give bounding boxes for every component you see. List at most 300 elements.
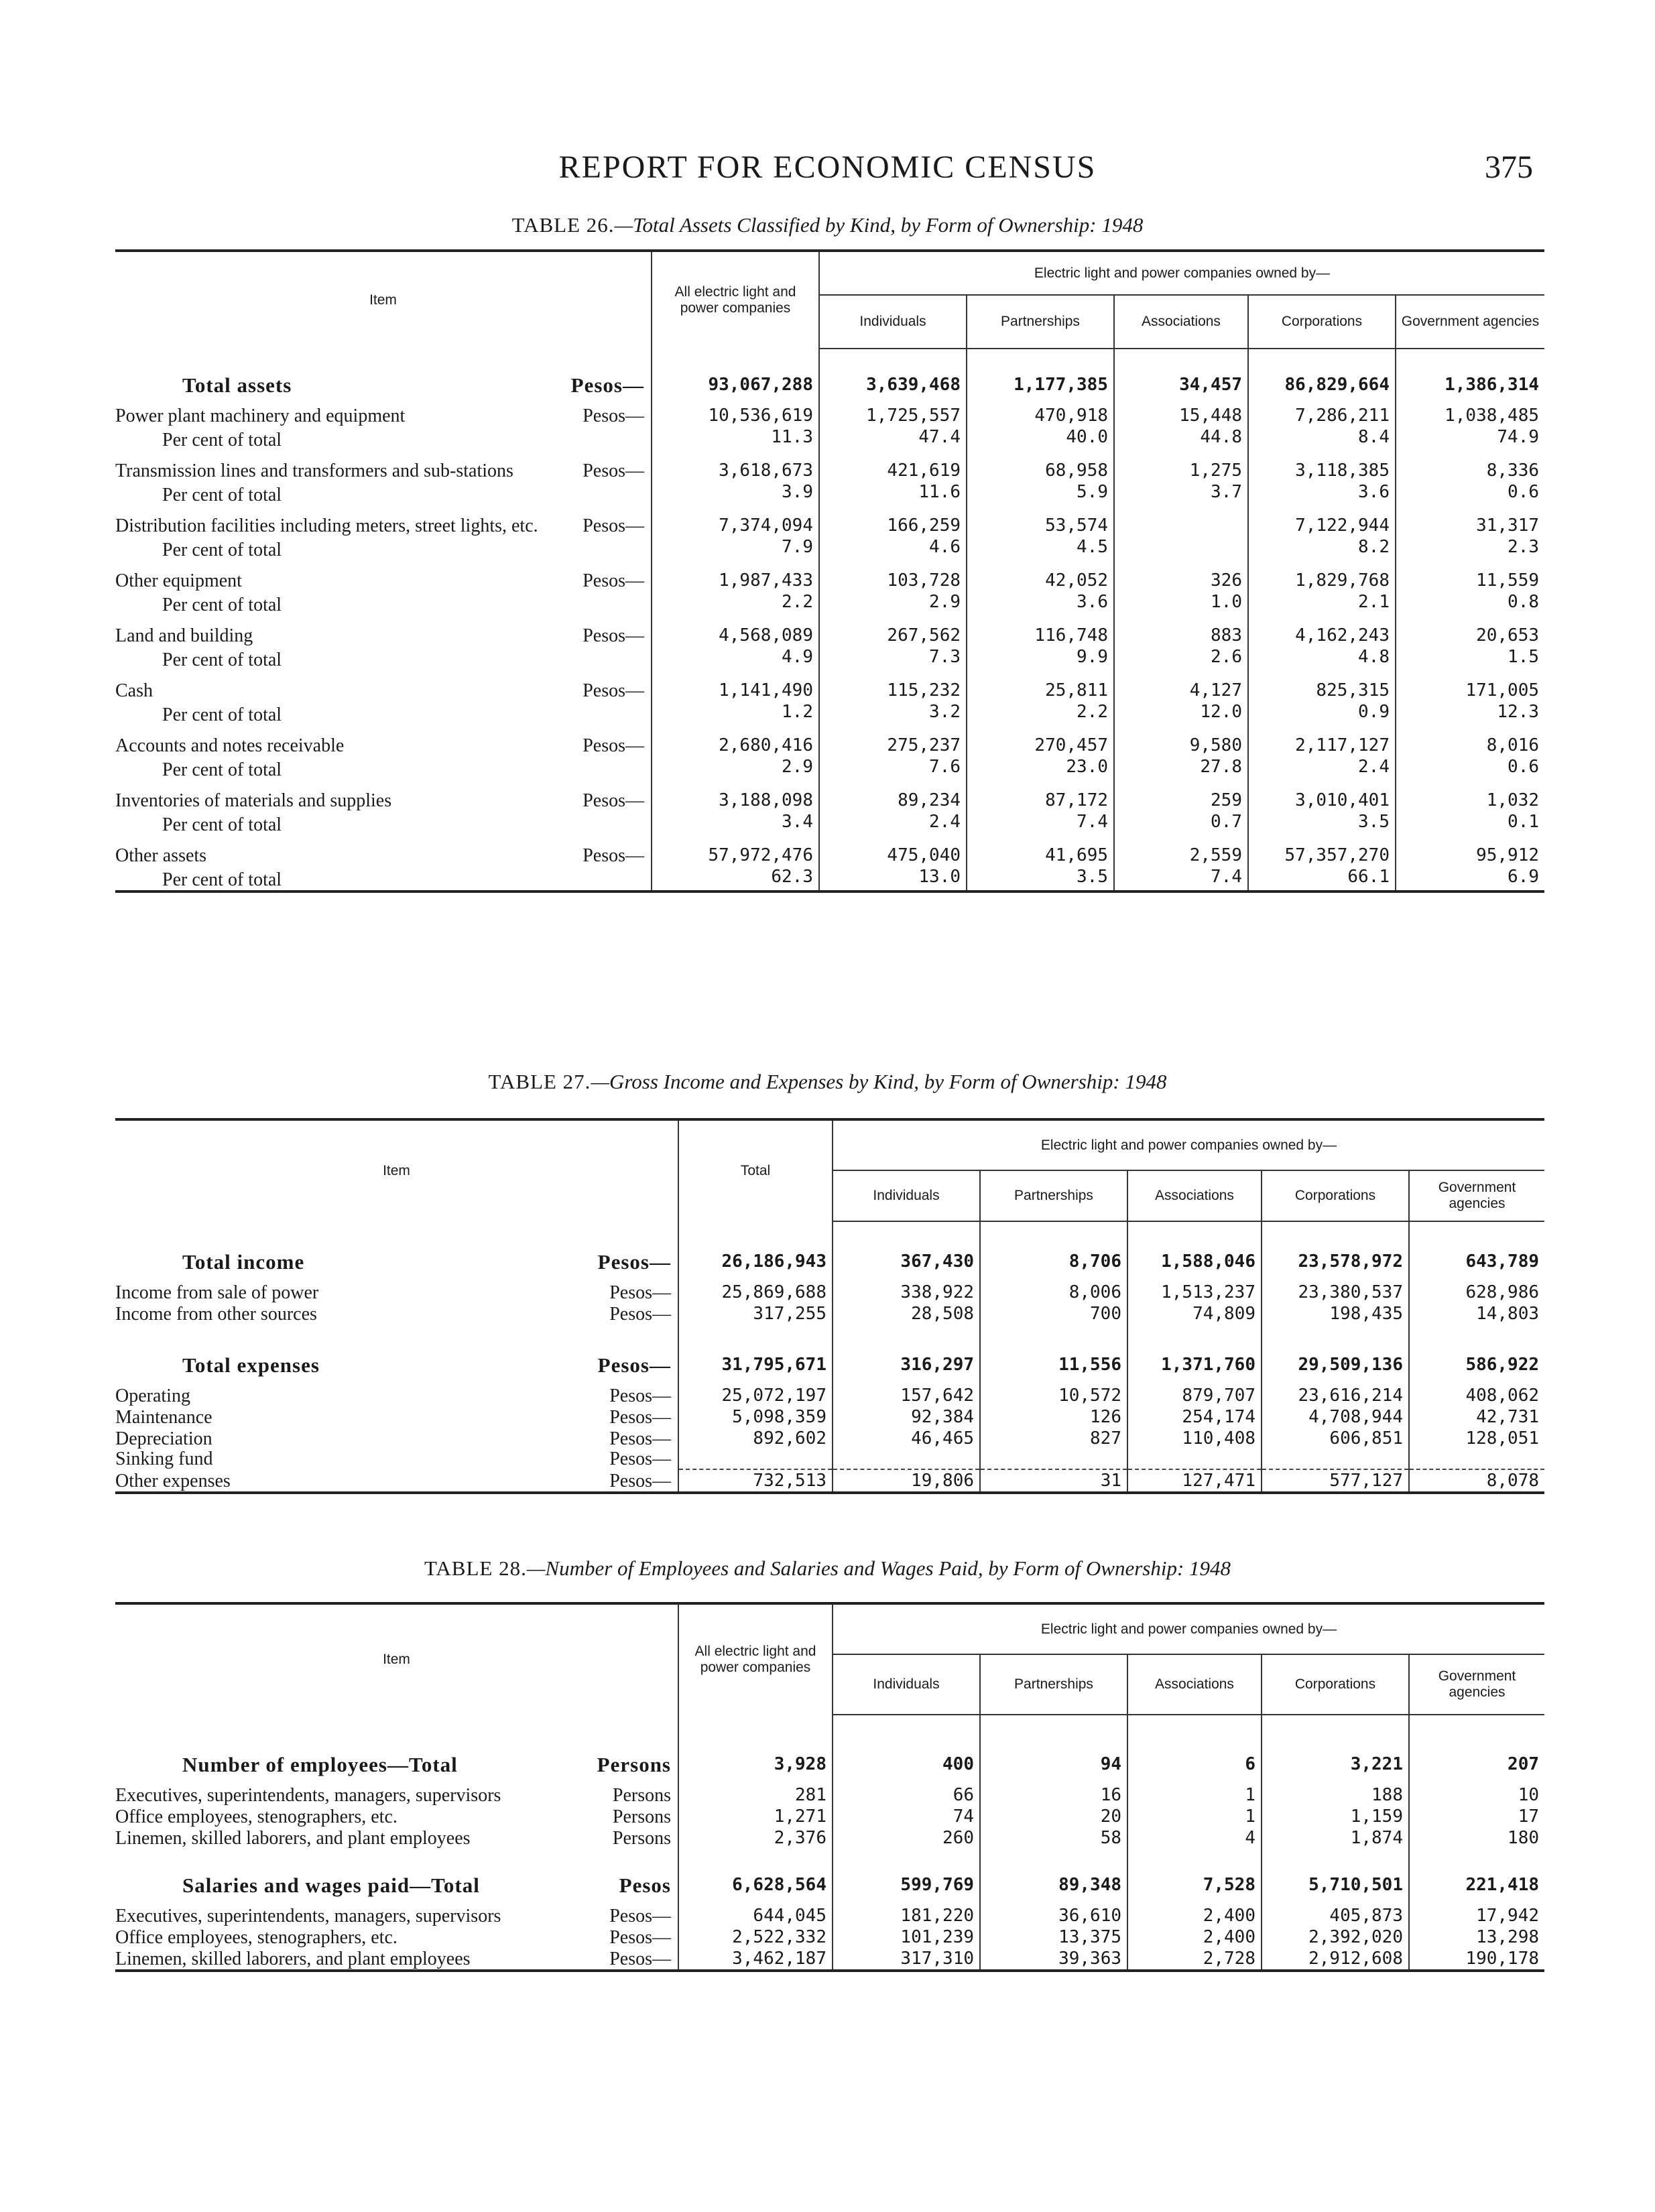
table-row bbox=[115, 1896, 1544, 1926]
table-cell: 11.3 bbox=[652, 426, 819, 450]
table-cell: 4,162,243 bbox=[1248, 615, 1396, 646]
table-cell: 92,384 bbox=[833, 1406, 980, 1428]
table-cell: 19,806 bbox=[833, 1469, 980, 1493]
table27-col-header: Associations bbox=[1127, 1170, 1262, 1221]
table-cell: 11,556 bbox=[980, 1325, 1127, 1375]
table-cell: 89,348 bbox=[980, 1849, 1127, 1896]
table-cell: 20,653 bbox=[1396, 615, 1544, 646]
table-cell: 3,010,401 bbox=[1248, 780, 1396, 811]
table-cell: 879,707 bbox=[1127, 1375, 1262, 1406]
table-cell: 9.9 bbox=[967, 646, 1114, 670]
row-unit: Pesos— bbox=[609, 1449, 671, 1469]
table-cell: 628,986 bbox=[1409, 1272, 1544, 1303]
table-cell: 2,728 bbox=[1127, 1948, 1262, 1971]
table-cell: 281 bbox=[678, 1775, 833, 1806]
table28-caption bbox=[0, 1556, 1655, 1581]
table-cell: 66.1 bbox=[1248, 866, 1396, 892]
row-label bbox=[115, 866, 652, 892]
page-number: 375 bbox=[1485, 149, 1533, 185]
row-label-text: Income from other sources bbox=[115, 1304, 317, 1325]
table-cell: 892,602 bbox=[678, 1428, 833, 1449]
row-label-text: Other expenses bbox=[115, 1471, 231, 1491]
row-unit: Pesos— bbox=[609, 1906, 671, 1926]
table-cell: 31,795,671 bbox=[678, 1325, 833, 1375]
table-cell: 93,067,288 bbox=[652, 349, 819, 395]
table26-title: —Total Assets Classified by Kind, by Form of Ownership: 1948 bbox=[614, 213, 1144, 237]
table-cell bbox=[1114, 536, 1248, 560]
table-cell: 20 bbox=[980, 1806, 1127, 1827]
table-cell: 127,471 bbox=[1127, 1469, 1262, 1493]
table-cell: 7,374,094 bbox=[652, 505, 819, 536]
table-row bbox=[115, 426, 1544, 450]
table-cell: 1,371,760 bbox=[1127, 1325, 1262, 1375]
table-row bbox=[115, 395, 1544, 426]
table-cell: 23.0 bbox=[967, 756, 1114, 780]
table-cell: 2.9 bbox=[819, 591, 967, 615]
table-row bbox=[115, 670, 1544, 701]
table-cell: 0.9 bbox=[1248, 701, 1396, 725]
row-label-text: Per cent of total bbox=[162, 704, 282, 725]
row-label-text: Cash bbox=[115, 680, 153, 701]
table-cell: 2,117,127 bbox=[1248, 725, 1396, 756]
table-cell: 827 bbox=[980, 1428, 1127, 1449]
table-cell: 25,869,688 bbox=[678, 1272, 833, 1303]
row-label-text: Office employees, stenographers, etc. bbox=[115, 1927, 397, 1948]
table-cell: 58 bbox=[980, 1827, 1127, 1849]
table-cell: 1.2 bbox=[652, 701, 819, 725]
table-cell: 2.4 bbox=[819, 811, 967, 835]
table-cell: 606,851 bbox=[1262, 1428, 1409, 1449]
table-cell: 181,220 bbox=[833, 1896, 980, 1926]
table-row bbox=[115, 1428, 1544, 1449]
row-unit: Pesos— bbox=[609, 1471, 671, 1491]
table-cell: 275,237 bbox=[819, 725, 967, 756]
table28-col-header: Partnerships bbox=[980, 1654, 1127, 1715]
table26-item-header: Item bbox=[369, 292, 397, 308]
table-cell: 42,052 bbox=[967, 560, 1114, 591]
table-cell: 1,271 bbox=[678, 1806, 833, 1827]
table-cell: 3,928 bbox=[678, 1715, 833, 1775]
table-row bbox=[115, 536, 1544, 560]
table-cell: 1,588,046 bbox=[1127, 1221, 1262, 1272]
table-cell: 0.6 bbox=[1396, 756, 1544, 780]
row-unit: Pesos— bbox=[609, 1282, 671, 1303]
table-cell: 7.9 bbox=[652, 536, 819, 560]
table-cell: 4.5 bbox=[967, 536, 1114, 560]
table-cell: 7,286,211 bbox=[1248, 395, 1396, 426]
row-unit: Pesos— bbox=[609, 1927, 671, 1948]
row-unit: Pesos— bbox=[583, 845, 644, 866]
table-cell: 8.2 bbox=[1248, 536, 1396, 560]
table-cell: 0.7 bbox=[1114, 811, 1248, 835]
table-cell: 1,275 bbox=[1114, 450, 1248, 481]
table26-group-header: Electric light and power companies owned by— bbox=[819, 251, 1544, 295]
row-label bbox=[115, 1325, 678, 1375]
row-label bbox=[115, 1406, 678, 1428]
table-row bbox=[115, 1849, 1544, 1896]
table-cell: 0.6 bbox=[1396, 481, 1544, 505]
row-label-text: Maintenance bbox=[115, 1407, 212, 1428]
table-row bbox=[115, 481, 1544, 505]
table-row bbox=[115, 725, 1544, 756]
table-cell: 577,127 bbox=[1262, 1469, 1409, 1493]
table-cell: 13,375 bbox=[980, 1926, 1127, 1948]
table-cell: 47.4 bbox=[819, 426, 967, 450]
table-cell: 41,695 bbox=[967, 835, 1114, 866]
table-cell: 157,642 bbox=[833, 1375, 980, 1406]
table-cell: 8,016 bbox=[1396, 725, 1544, 756]
table-cell: 326 bbox=[1114, 560, 1248, 591]
table-cell: 94 bbox=[980, 1715, 1127, 1775]
table-cell: 1,513,237 bbox=[1127, 1272, 1262, 1303]
table-row bbox=[115, 701, 1544, 725]
table-cell: 2.4 bbox=[1248, 756, 1396, 780]
table-cell: 128,051 bbox=[1409, 1428, 1544, 1449]
table27-col-header: Partnerships bbox=[980, 1170, 1127, 1221]
table-row bbox=[115, 1715, 1544, 1775]
table-cell: 400 bbox=[833, 1715, 980, 1775]
row-label-text: Executives, superintendents, managers, supervisors bbox=[115, 1785, 501, 1806]
table-cell: 166,259 bbox=[819, 505, 967, 536]
table-row bbox=[115, 1827, 1544, 1849]
table-cell: 732,513 bbox=[678, 1469, 833, 1493]
row-label bbox=[115, 701, 652, 725]
table-cell: 3,462,187 bbox=[678, 1948, 833, 1971]
table-cell: 11.6 bbox=[819, 481, 967, 505]
table-cell: 3.4 bbox=[652, 811, 819, 835]
row-unit: Pesos— bbox=[609, 1304, 671, 1325]
table-cell: 1,141,490 bbox=[652, 670, 819, 701]
row-label bbox=[115, 560, 652, 591]
row-label bbox=[115, 1272, 678, 1303]
table-cell: 2,392,020 bbox=[1262, 1926, 1409, 1948]
table-cell: 10,572 bbox=[980, 1375, 1127, 1406]
row-label bbox=[115, 505, 652, 536]
table-cell: 2,400 bbox=[1127, 1896, 1262, 1926]
row-label-text: Depreciation bbox=[115, 1428, 212, 1449]
table27-col-header: Corporations bbox=[1262, 1170, 1409, 1221]
table-cell: 2.2 bbox=[967, 701, 1114, 725]
row-label-text: Per cent of total bbox=[162, 759, 282, 780]
row-label-text: Land and building bbox=[115, 625, 253, 646]
table-row bbox=[115, 1469, 1544, 1493]
table-cell: 2,912,608 bbox=[1262, 1948, 1409, 1971]
row-unit: Persons bbox=[612, 1828, 671, 1849]
table-cell: 1,386,314 bbox=[1396, 349, 1544, 395]
table-cell: 5,710,501 bbox=[1262, 1849, 1409, 1896]
table-cell: 10,536,619 bbox=[652, 395, 819, 426]
table26-all-header: All electric light and power companies bbox=[652, 251, 819, 349]
table-cell: 188 bbox=[1262, 1775, 1409, 1806]
row-unit: Pesos— bbox=[583, 790, 644, 811]
row-label bbox=[115, 1775, 678, 1806]
row-label bbox=[115, 615, 652, 646]
table-cell: 13.0 bbox=[819, 866, 967, 892]
row-label-text: Executives, superintendents, managers, supervisors bbox=[115, 1906, 501, 1926]
table-cell: 4 bbox=[1127, 1827, 1262, 1849]
table-cell: 1,829,768 bbox=[1248, 560, 1396, 591]
table-cell bbox=[678, 1449, 833, 1469]
table27-title: —Gross Income and Expenses by Kind, by Form of Ownership: 1948 bbox=[591, 1070, 1167, 1093]
table-cell: 2,680,416 bbox=[652, 725, 819, 756]
table-cell: 89,234 bbox=[819, 780, 967, 811]
table-row bbox=[115, 1272, 1544, 1303]
table-cell: 4.6 bbox=[819, 536, 967, 560]
table-cell: 3.2 bbox=[819, 701, 967, 725]
table-cell: 39,363 bbox=[980, 1948, 1127, 1971]
table-cell: 13,298 bbox=[1409, 1926, 1544, 1948]
row-label-text: Linemen, skilled laborers, and plant employees bbox=[115, 1828, 471, 1849]
row-unit: Pesos— bbox=[609, 1949, 671, 1969]
table26-label: TABLE 26. bbox=[511, 213, 615, 237]
table-row bbox=[115, 780, 1544, 811]
table-row bbox=[115, 1303, 1544, 1325]
table-cell: 1,177,385 bbox=[967, 349, 1114, 395]
table-cell: 408,062 bbox=[1409, 1375, 1544, 1406]
table-cell: 28,508 bbox=[833, 1303, 980, 1325]
table-row bbox=[115, 1926, 1544, 1948]
table-cell bbox=[1262, 1449, 1409, 1469]
table-cell bbox=[1114, 505, 1248, 536]
table-row bbox=[115, 1449, 1544, 1469]
table-cell: 9,580 bbox=[1114, 725, 1248, 756]
table-cell bbox=[833, 1449, 980, 1469]
table-cell: 31 bbox=[980, 1469, 1127, 1493]
row-label-text: Accounts and notes receivable bbox=[115, 735, 345, 756]
table26-caption bbox=[0, 213, 1655, 237]
table-cell: 3,221 bbox=[1262, 1715, 1409, 1775]
table-cell: 1 bbox=[1127, 1806, 1262, 1827]
row-label-text: Per cent of total bbox=[162, 650, 282, 670]
table26-col-header: Individuals bbox=[819, 295, 967, 349]
table-cell: 101,239 bbox=[833, 1926, 980, 1948]
row-label bbox=[115, 349, 652, 395]
table-cell: 23,616,214 bbox=[1262, 1375, 1409, 1406]
table28-item-header: Item bbox=[383, 1652, 410, 1667]
table-cell: 317,255 bbox=[678, 1303, 833, 1325]
table-cell: 267,562 bbox=[819, 615, 967, 646]
table-cell: 7,122,944 bbox=[1248, 505, 1396, 536]
table-row bbox=[115, 591, 1544, 615]
table26 bbox=[115, 249, 1544, 893]
row-label bbox=[115, 1896, 678, 1926]
table28-all-header: All electric light and power companies bbox=[678, 1603, 833, 1715]
table-cell: 29,509,136 bbox=[1262, 1325, 1409, 1375]
row-unit: Pesos— bbox=[583, 735, 644, 756]
row-label bbox=[115, 780, 652, 811]
table-cell: 57,357,270 bbox=[1248, 835, 1396, 866]
table-cell: 25,811 bbox=[967, 670, 1114, 701]
table-cell: 26,186,943 bbox=[678, 1221, 833, 1272]
table28-title: —Number of Employees and Salaries and Wages Paid, by Form of Ownership: 1948 bbox=[526, 1556, 1231, 1580]
table-cell: 198,435 bbox=[1262, 1303, 1409, 1325]
table-cell: 12.3 bbox=[1396, 701, 1544, 725]
table27-group-header: Electric light and power companies owned by— bbox=[833, 1119, 1544, 1170]
table-cell: 470,918 bbox=[967, 395, 1114, 426]
row-label bbox=[115, 426, 652, 450]
row-label bbox=[115, 1827, 678, 1849]
table-cell: 3.6 bbox=[1248, 481, 1396, 505]
row-label bbox=[115, 1469, 678, 1493]
table-row bbox=[115, 1375, 1544, 1406]
table-cell bbox=[980, 1449, 1127, 1469]
row-unit: Pesos— bbox=[609, 1428, 671, 1449]
row-unit: Persons bbox=[612, 1806, 671, 1827]
table-cell: 44.8 bbox=[1114, 426, 1248, 450]
table-row bbox=[115, 615, 1544, 646]
table-row bbox=[115, 560, 1544, 591]
row-unit: Pesos— bbox=[609, 1386, 671, 1406]
table-cell: 31,317 bbox=[1396, 505, 1544, 536]
row-label-text: Total income bbox=[182, 1250, 305, 1274]
row-label-text: Per cent of total bbox=[162, 814, 282, 835]
table-cell: 2.2 bbox=[652, 591, 819, 615]
table-cell: 883 bbox=[1114, 615, 1248, 646]
table28-col-header: Government agencies bbox=[1409, 1654, 1544, 1715]
table28-col-header: Individuals bbox=[833, 1654, 980, 1715]
table-cell: 2.3 bbox=[1396, 536, 1544, 560]
table-cell: 8,006 bbox=[980, 1272, 1127, 1303]
table-cell: 1 bbox=[1127, 1775, 1262, 1806]
table28-col-header: Associations bbox=[1127, 1654, 1262, 1715]
table-cell: 3.5 bbox=[967, 866, 1114, 892]
row-label bbox=[115, 811, 652, 835]
table28 bbox=[115, 1602, 1544, 1972]
row-label-text: Number of employees—Total bbox=[182, 1753, 458, 1776]
table26-col-header: Associations bbox=[1114, 295, 1248, 349]
table-cell: 8,706 bbox=[980, 1221, 1127, 1272]
table-cell: 57,972,476 bbox=[652, 835, 819, 866]
row-unit: Pesos— bbox=[583, 680, 644, 701]
row-label-text: Per cent of total bbox=[162, 595, 282, 615]
row-label-text: Office employees, stenographers, etc. bbox=[115, 1806, 397, 1827]
table-cell: 171,005 bbox=[1396, 670, 1544, 701]
table-cell: 221,418 bbox=[1409, 1849, 1544, 1896]
table-row bbox=[115, 811, 1544, 835]
row-unit: Pesos— bbox=[583, 515, 644, 536]
table-cell: 3.6 bbox=[967, 591, 1114, 615]
table-cell: 5.9 bbox=[967, 481, 1114, 505]
table-cell: 1,874 bbox=[1262, 1827, 1409, 1849]
row-label bbox=[115, 1221, 678, 1272]
table-cell: 17 bbox=[1409, 1806, 1544, 1827]
table-cell: 7.6 bbox=[819, 756, 967, 780]
table-cell: 2,376 bbox=[678, 1827, 833, 1849]
row-label bbox=[115, 395, 652, 426]
row-label bbox=[115, 450, 652, 481]
table-cell: 317,310 bbox=[833, 1948, 980, 1971]
table-row bbox=[115, 835, 1544, 866]
table-cell: 6 bbox=[1127, 1715, 1262, 1775]
table-cell: 270,457 bbox=[967, 725, 1114, 756]
row-label bbox=[115, 1926, 678, 1948]
table28-group-header: Electric light and power companies owned by— bbox=[833, 1603, 1544, 1654]
table-cell: 8,336 bbox=[1396, 450, 1544, 481]
table-cell: 254,174 bbox=[1127, 1406, 1262, 1428]
row-label bbox=[115, 1715, 678, 1775]
row-label-text: Inventories of materials and supplies bbox=[115, 790, 392, 811]
table-cell: 7.4 bbox=[967, 811, 1114, 835]
row-unit: Pesos— bbox=[570, 373, 644, 397]
table-cell: 2.9 bbox=[652, 756, 819, 780]
row-label-text: Operating bbox=[115, 1386, 190, 1406]
table-cell: 1.0 bbox=[1114, 591, 1248, 615]
table-cell: 10 bbox=[1409, 1775, 1544, 1806]
table-cell: 36,610 bbox=[980, 1896, 1127, 1926]
table-cell: 34,457 bbox=[1114, 349, 1248, 395]
table-cell: 42,731 bbox=[1409, 1406, 1544, 1428]
table-cell: 126 bbox=[980, 1406, 1127, 1428]
table28-label: TABLE 28. bbox=[424, 1556, 527, 1580]
row-label-text: Per cent of total bbox=[162, 869, 282, 890]
table-cell: 2,400 bbox=[1127, 1926, 1262, 1948]
table-cell: 599,769 bbox=[833, 1849, 980, 1896]
table-cell: 53,574 bbox=[967, 505, 1114, 536]
table-cell: 1,159 bbox=[1262, 1806, 1409, 1827]
table27-col-header: Government agencies bbox=[1409, 1170, 1544, 1221]
table28-col-header: Corporations bbox=[1262, 1654, 1409, 1715]
table-cell: 643,789 bbox=[1409, 1221, 1544, 1272]
table-cell: 316,297 bbox=[833, 1325, 980, 1375]
table-cell bbox=[1127, 1449, 1262, 1469]
table-cell: 4.8 bbox=[1248, 646, 1396, 670]
table-cell: 3.7 bbox=[1114, 481, 1248, 505]
table-cell: 190,178 bbox=[1409, 1948, 1544, 1971]
table-row bbox=[115, 866, 1544, 892]
table-row bbox=[115, 349, 1544, 395]
table-cell: 66 bbox=[833, 1775, 980, 1806]
table-cell: 3,618,673 bbox=[652, 450, 819, 481]
row-unit: Persons bbox=[612, 1785, 671, 1806]
table-cell: 3,118,385 bbox=[1248, 450, 1396, 481]
table27-label: TABLE 27. bbox=[488, 1070, 591, 1093]
table-cell: 23,578,972 bbox=[1262, 1221, 1409, 1272]
table-cell: 0.8 bbox=[1396, 591, 1544, 615]
table-cell: 15,448 bbox=[1114, 395, 1248, 426]
table-row bbox=[115, 646, 1544, 670]
row-label bbox=[115, 725, 652, 756]
row-unit: Pesos— bbox=[583, 460, 644, 481]
table-cell: 2,559 bbox=[1114, 835, 1248, 866]
table-row bbox=[115, 505, 1544, 536]
table-cell: 68,958 bbox=[967, 450, 1114, 481]
table-cell: 260 bbox=[833, 1827, 980, 1849]
table-cell: 338,922 bbox=[833, 1272, 980, 1303]
row-label-text: Total assets bbox=[182, 373, 292, 397]
table-cell: 7.4 bbox=[1114, 866, 1248, 892]
table-cell: 25,072,197 bbox=[678, 1375, 833, 1406]
table-cell: 475,040 bbox=[819, 835, 967, 866]
row-label bbox=[115, 1449, 678, 1469]
table-cell bbox=[1409, 1449, 1544, 1469]
table-cell: 14,803 bbox=[1409, 1303, 1544, 1325]
table-cell: 207 bbox=[1409, 1715, 1544, 1775]
table-cell: 17,942 bbox=[1409, 1896, 1544, 1926]
table-row bbox=[115, 1221, 1544, 1272]
table26-col-header: Corporations bbox=[1248, 295, 1396, 349]
table26-col-header: Partnerships bbox=[967, 295, 1114, 349]
table-cell: 1.5 bbox=[1396, 646, 1544, 670]
table-cell: 116,748 bbox=[967, 615, 1114, 646]
table-row bbox=[115, 1406, 1544, 1428]
table-cell: 2,522,332 bbox=[678, 1926, 833, 1948]
table-cell: 12.0 bbox=[1114, 701, 1248, 725]
table-cell: 74 bbox=[833, 1806, 980, 1827]
row-label bbox=[115, 591, 652, 615]
table-row bbox=[115, 450, 1544, 481]
row-label-text: Linemen, skilled laborers, and plant employees bbox=[115, 1949, 471, 1969]
table-cell: 3,188,098 bbox=[652, 780, 819, 811]
